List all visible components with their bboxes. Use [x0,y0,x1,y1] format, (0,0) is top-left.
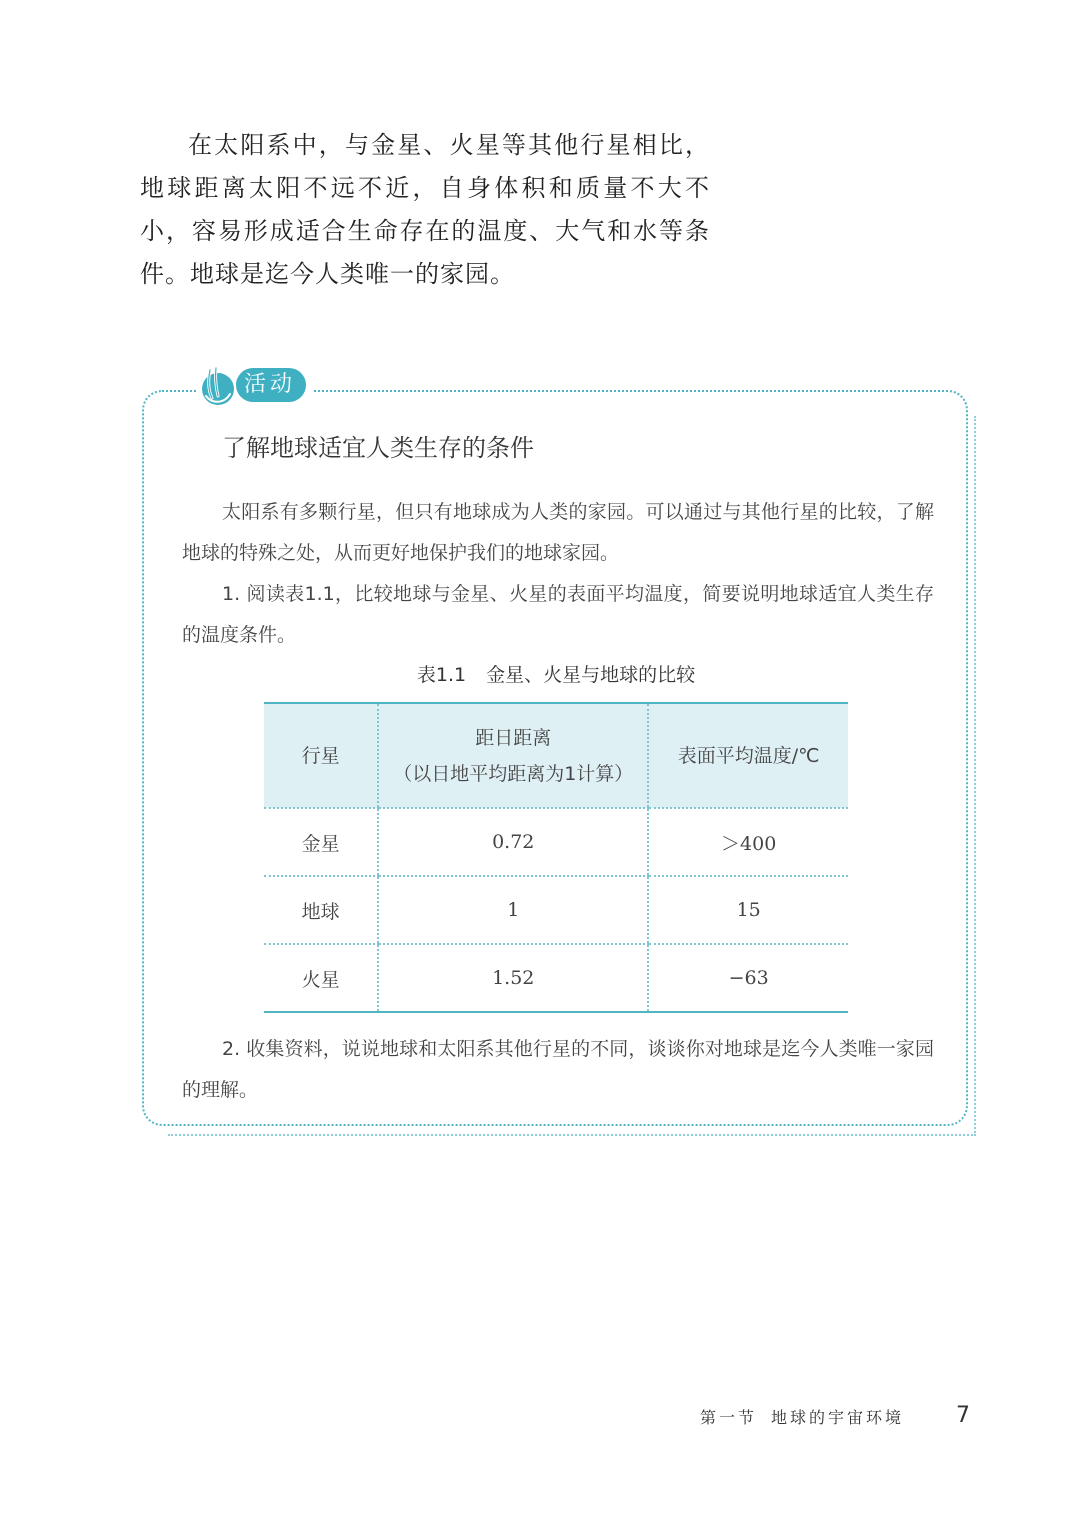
header-distance-line1: 距日距离 [475,726,552,749]
intro-paragraph: 在太阳系中，与金星、火星等其他行星相比，地球距离太阳不远不近，自身体积和质量不大不小，容易形成适合生命存在的温度、大气和水等条件。地球是迄今人类唯一的家园。 [140,131,710,288]
cell-planet: 金星 [264,808,378,876]
footer-chapter-title: 地球的宇宙环境 [771,1408,905,1427]
table-row [264,808,848,876]
running-footer [700,1404,904,1432]
table-row [264,944,848,1012]
cell-planet: 火星 [264,944,378,1012]
header-temperature: 表面平均温度/℃ [648,703,848,808]
header-distance-line2: （以日地平均距离为1计算） [393,762,634,785]
page-number: 7 [956,1403,970,1428]
activity-intro-text: 太阳系有多颗行星，但只有地球成为人类的家园。可以通过与其他行星的比较，了解地球的特殊之处，从而更好地保护我们的地球家园。 [182,501,934,564]
table-row [264,876,848,944]
footer-section-number: 第一节 [700,1408,758,1427]
header-distance [378,703,648,808]
activity-badge [196,362,312,408]
header-planet: 行星 [264,703,378,808]
cell-temperature: −63 [648,944,848,1012]
table-caption [264,660,848,690]
cell-planet: 地球 [264,876,378,944]
activity-task-1: 1. 阅读表1.1，比较地球与金星、火星的表面平均温度，简要说明地球适宜人类生存的温度条件。 [182,583,934,646]
cell-temperature: ＞400 [648,808,848,876]
table-caption-title: 金星、火星与地球的比较 [486,664,696,686]
activity-task-2: 2. 收集资料，说说地球和太阳系其他行星的不同，谈谈你对地球是迄今人类唯一家园的理解。 [182,1038,934,1101]
activity-title: 了解地球适宜人类生存的条件 [222,434,534,462]
cell-temperature: 15 [648,876,848,944]
table-caption-number: 表1.1 [416,664,467,686]
planet-comparison-table [264,702,848,1013]
table-header-row [264,703,848,808]
cell-distance: 1.52 [378,944,648,1012]
cell-distance: 1 [378,876,648,944]
activity-badge-label: 活动 [236,368,306,402]
hand-icon [196,362,236,408]
cell-distance: 0.72 [378,808,648,876]
